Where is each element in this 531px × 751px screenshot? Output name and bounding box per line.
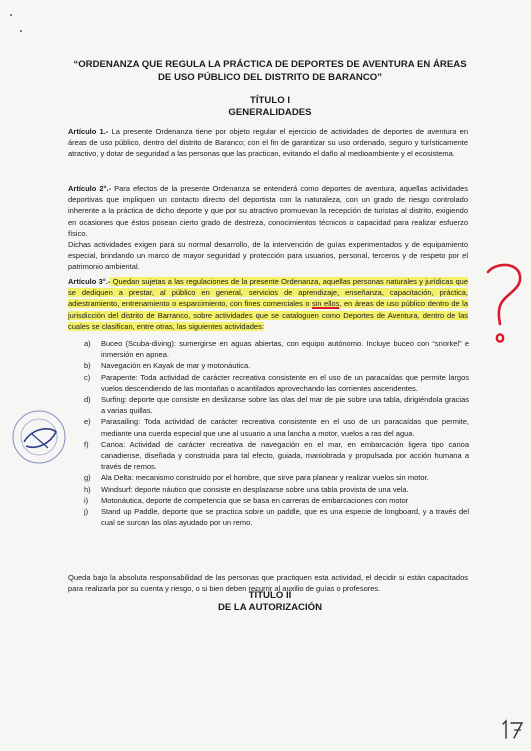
activity-list	[84, 338, 469, 528]
section-name: DE LA AUTORIZACIÓN	[217, 602, 323, 613]
document-title: “ORDENANZA QUE REGULA LA PRÁCTICA DE DEPORTES DE AVENTURA EN ÁREAS DE USO PÚBLICO DEL DISTRITO DE BARANCO”	[73, 59, 467, 83]
list-item: c) Parapente: Toda actividad de carácter recreativa consistente en el uso de un paracaídas que permite largos vuelos descendiendo de las montañas o acantilados aprovechando las corrientes ascendentes.	[84, 372, 469, 393]
list-item: i) Motonáutica, deporte de competencia que se basa en carreras de embarcaciones con motor	[84, 495, 409, 505]
list-item: g) Ala Delta: mecanismo construido por el hombre, que sirve para planear y realizar vuelos sin motor.	[84, 473, 429, 483]
scan-speck	[10, 14, 12, 16]
article-3	[68, 276, 468, 332]
highlighted-text: Quedan sujetas a las regulaciones de la presente Ordenanza, aquellas personas naturales y jurídicas que se dediquen a prestar, al público en general, servicios de aprendizaje, enseñanza, capacitación, práctica, adiestramiento, entrenamiento o esparcimiento, con fines comerciales o	[68, 277, 469, 309]
section-name: GENERALIDADES	[228, 107, 312, 118]
article-text: Para efectos de la presente Ordenanza se entenderá como deportes de aventura, aquellas actividades deportivas que impliquen un contacto directo del deportista con la naturaleza, con un grado de riesgo controlado inherente a la práctica de dicho deporte y que por su atractivo promuevan la recepción de turistas al distrito, exigiendo en ocasiones que éstos posean cierto grado de destreza, conocimientos técnicos o capacidad para realizar esfuerzo físico.	[68, 184, 468, 238]
article-2	[68, 183, 468, 273]
article-label: Artículo 2°.-	[68, 184, 112, 193]
list-item: e) Parasailing: Toda actividad de carácter recreativa consistente en el uso de un paracaídas que permite, mediante una cuerda especial que une al usuario a una lancha a motor, vuelos a ras del agua.	[84, 417, 469, 438]
list-item: b) Navegación en Kayak de mar y motonáutica.	[84, 361, 251, 371]
municipal-seal-stamp	[10, 408, 68, 466]
list-item: a) Buceo (Scuba-diving): sumergirse en aguas abiertas, con equipo autónomo. Incluye buceo con “snorkel” e inmersión en apnea.	[84, 339, 469, 360]
handwritten-question-mark	[478, 258, 528, 348]
handwritten-page-number	[500, 718, 526, 740]
article-label: Artículo 3°.-	[68, 277, 111, 286]
closing-paragraph: Queda bajo la absoluta responsabilidad de las personas que practiquen esta actividad, el decidir si están capacitados para realizarla por su cuenta y riesgo, o si bien deben recurrir al auxilio de guías o profesores.	[68, 573, 468, 594]
list-item: j) Stand up Paddle, deporte que se practica sobre un paddle, que es una especie de longboard, y a través del cual se surcan las olas ayudado por un remo.	[84, 507, 469, 528]
section-number: TÍTULO II	[248, 590, 292, 601]
list-item: h) Windsurf: deporte náutico que consiste en desplazarse sobre una tabla provista de una vela.	[84, 484, 409, 494]
list-item: d) Surfing: deporte que consiste en deslizarse sobre las olas del mar de pie sobre una tabla, dirigiéndola gracias a varias quillas.	[84, 395, 469, 416]
article-label: Artículo 1.-	[68, 127, 109, 136]
list-item: f) Canoa: Actividad de carácter recreativa de navegación en el mar, en embarcación ligera tipo canoa canadiense, diseñada y construida para tal efecto, guiada, maniobrada y propulsada por acción humana a través de remos.	[84, 439, 469, 472]
article-text: La presente Ordenanza tiene por objeto regular el ejercicio de actividades de deportes de aventura en áreas de uso público, dentro del distrito de Baranco; con el fin de garantizar su uso ordenado, seguro y turísticamente atractivo, y dotar de seguridad a las personas que las practican, evitando el daño al medioambiente y el ecosistema.	[68, 127, 468, 159]
highlighted-text: , en áreas de uso público dentro de la jurisdicción del distrito de Barranco, sobre actividades que se cataloguen como Deportes de Aventura, dentro de las cuales se clasifican, entre otras, las siguientes actividades:	[68, 299, 468, 331]
scan-speck	[20, 30, 22, 32]
section-heading-1	[150, 95, 390, 119]
article-text-continued: Dichas actividades exigen para su normal desarrollo, de la intervención de guías experimentados y de equipamiento especial, brindando un marco de mayor seguridad y protección para usuarios, personal, terceros y de respeto por el patrimonio ambiental.	[68, 240, 468, 272]
red-underlined-text: sin ellos	[311, 299, 340, 309]
section-heading-2	[150, 590, 390, 614]
article-1	[68, 126, 468, 160]
section-number: TÍTULO I	[250, 95, 290, 106]
